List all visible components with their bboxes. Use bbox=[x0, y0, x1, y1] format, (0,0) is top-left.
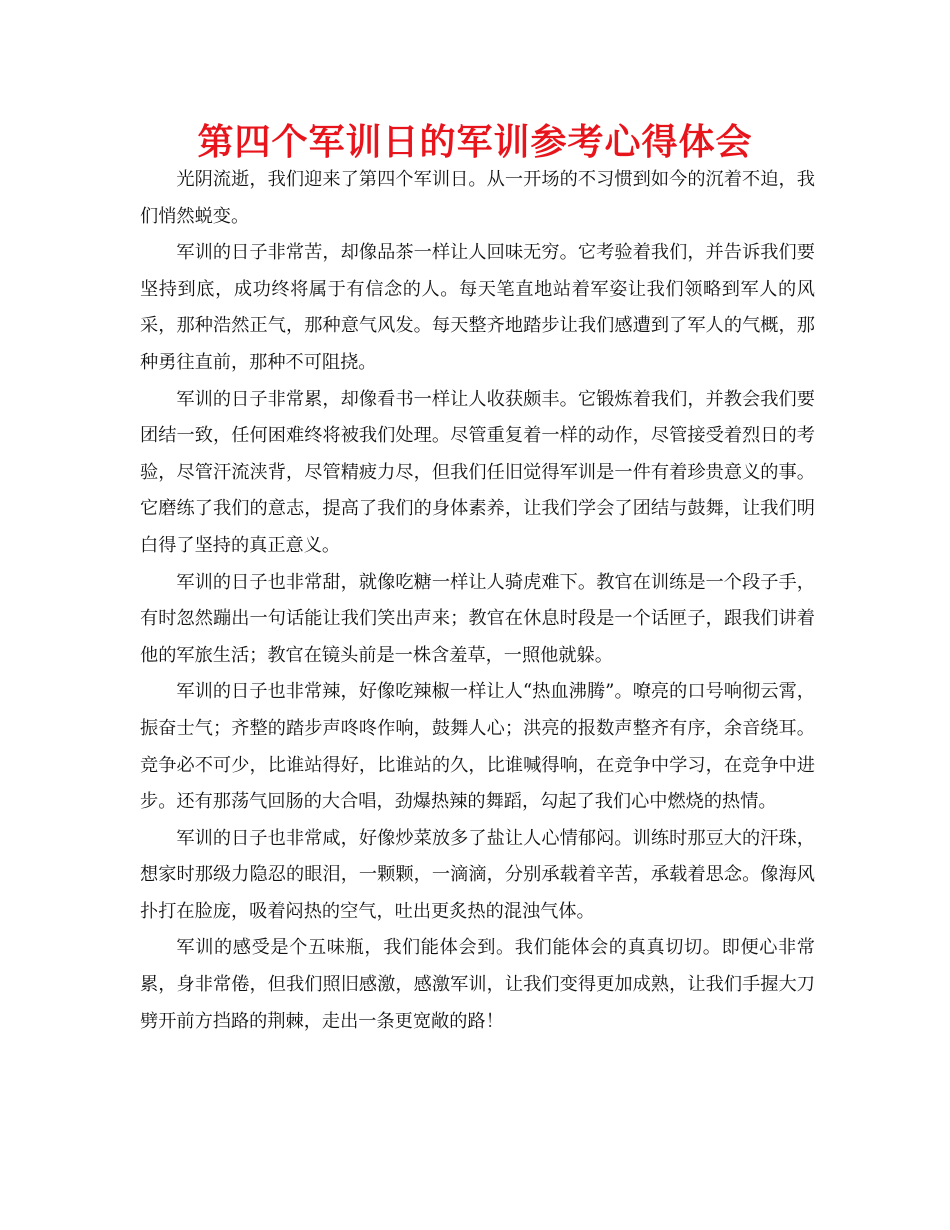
paragraph: 军训的日子也非常甜，就像吃糖一样让人骑虎难下。教官在训练是一个段子手，有时忽然蹦出一句话能让我们笑出声来；教官在休息时段是一个话匣子，跟我们讲着他的军旅生活；教官在镜头前是一株含羞草，一照他就躲。 bbox=[140, 571, 815, 666]
paragraph: 军训的日子非常累，却像看书一样让人收获颇丰。它锻炼着我们，并教会我们要团结一致，任何困难终将被我们处理。尽管重复着一样的动作，尽管接受着烈日的考验，尽管汗流浃背，尽管精疲力尽，但我们任旧觉得军训是一件有着珍贵意义的事。它磨练了我们的意志，提高了我们的身体素养，让我们学会了团结与鼓舞，让我们明白得了坚持的真正意义。 bbox=[140, 388, 815, 556]
document-title: 第四个军训日的军训参考心得体会 bbox=[197, 122, 753, 163]
paragraph: 军训的日子也非常辣，好像吃辣椒一样让人“热血沸腾”。嘹亮的口号响彻云霄，振奋士气；齐整的踏步声咚咚作响，鼓舞人心；洪亮的报数声整齐有序，余音绕耳。竞争必不可少，比谁站得好，比谁站的久，比谁喊得响，在竞争中学习，在竞争中进步。还有那荡气回肠的大合唱，劲爆热辣的舞蹈，勾起了我们心中燃烧的热情。 bbox=[140, 681, 815, 813]
paragraph: 光阴流逝，我们迎来了第四个军训日。从一开场的不习惯到如今的沉着不迫，我们悄然蜕变。 bbox=[140, 169, 815, 227]
paragraph: 军训的日子非常苦，却像品茶一样让人回味无穷。它考验着我们，并告诉我们要坚持到底，成功终将属于有信念的人。每天笔直地站着军姿让我们领略到军人的风采，那种浩然正气，那种意气风发。每天整齐地踏步让我们感遭到了军人的气概，那种勇往直前，那种不可阻挠。 bbox=[140, 242, 815, 373]
paragraph: 军训的感受是个五味瓶，我们能体会到。我们能体会的真真切切。即便心非常累，身非常倦，但我们照旧感激，感激军训，让我们变得更加成熟，让我们手握大刀劈开前方挡路的荆棘，走出一条更宽敞的路！ bbox=[140, 937, 815, 1032]
document-body bbox=[140, 162, 815, 1040]
paragraph: 军训的日子也非常咸，好像炒菜放多了盐让人心情郁闷。训练时那豆大的汗珠，想家时那级力隐忍的眼泪，一颗颗，一滴滴，分别承载着辛苦，承载着思念。像海风扑打在脸庞，吸着闷热的空气，吐出更炙热的混浊气体。 bbox=[140, 827, 815, 922]
